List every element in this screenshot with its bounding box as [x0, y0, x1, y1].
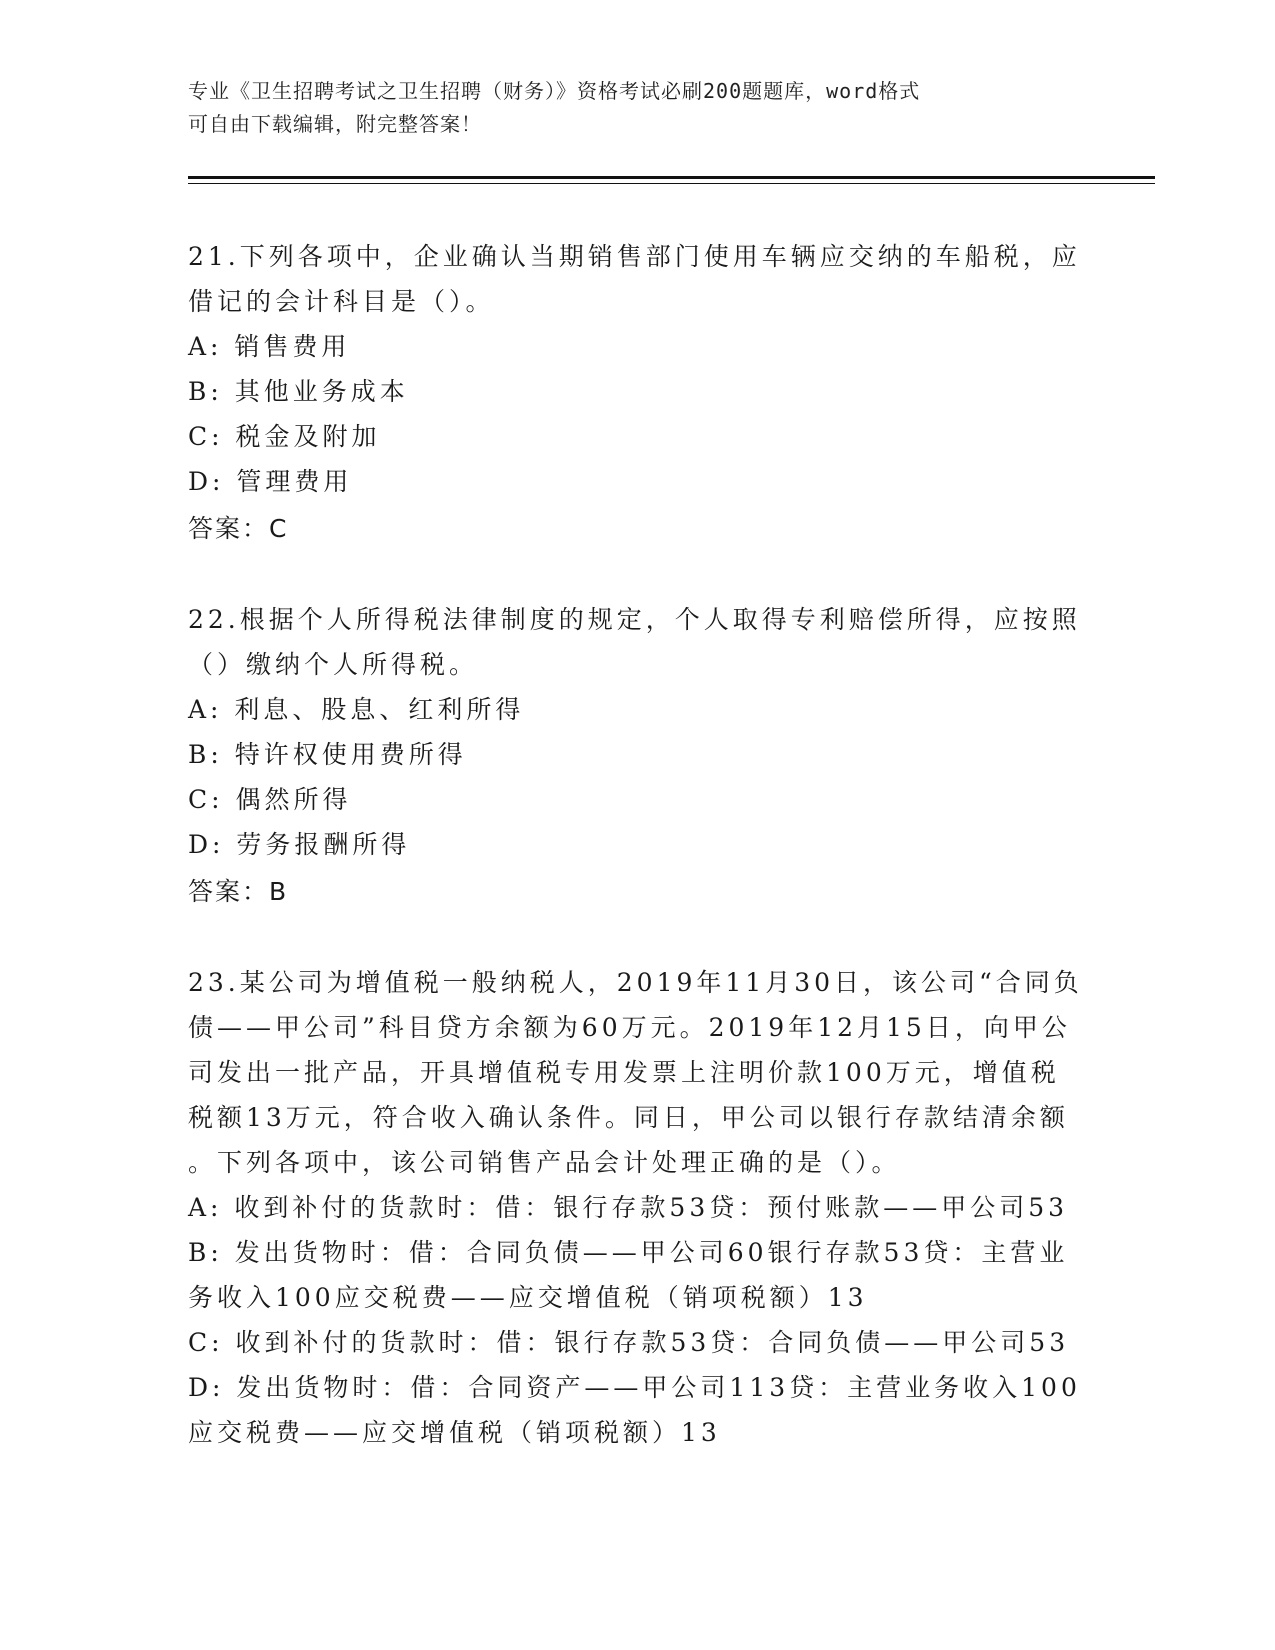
question-stem-line: 23.某公司为增值税一般纳税人，2019年11月30日，该公司“合同负	[188, 968, 1083, 997]
option-d: D: 劳务报酬所得	[188, 830, 411, 859]
option-c: C: 收到补付的货款时：借：银行存款53贷：合同负债——甲公司53	[188, 1328, 1070, 1357]
question-stem-line: 债——甲公司”科目贷方余额为60万元。2019年12月15日，向甲公	[188, 1013, 1071, 1042]
question-stem-line: （）缴纳个人所得税。	[188, 650, 479, 679]
question-22	[188, 597, 1088, 914]
question-stem-line: 税额13万元，符合收入确认条件。同日，甲公司以银行存款结清余额	[188, 1103, 1069, 1132]
option-b: B: 其他业务成本	[188, 377, 409, 406]
header-divider-thin	[188, 183, 1155, 184]
question-stem-line: 22.根据个人所得税法律制度的规定，个人取得专利赔偿所得，应按照	[188, 605, 1081, 634]
header-divider-thick	[188, 176, 1155, 179]
question-stem-line: 。下列各项中，该公司销售产品会计处理正确的是（）。	[188, 1148, 901, 1177]
answer-label: 答案：B	[188, 877, 289, 906]
option-a: A: 销售费用	[188, 332, 351, 361]
question-stem-line: 司发出一批产品，开具增值税专用发票上注明价款100万元，增值税	[188, 1058, 1060, 1087]
question-stem-line: 21.下列各项中，企业确认当期销售部门使用车辆应交纳的车船税，应	[188, 242, 1081, 271]
header-line-1: 专业《卫生招聘考试之卫生招聘（财务）》资格考试必刷200题题库，word格式	[188, 79, 921, 103]
header-line-2: 可自由下载编辑，附完整答案！	[188, 112, 482, 136]
option-a: A: 收到补付的货款时：借：银行存款53贷：预付账款——甲公司53	[188, 1193, 1069, 1222]
option-c: C: 税金及附加	[188, 422, 381, 451]
option-d-continued: 应交税费——应交增值税（销项税额）13	[188, 1418, 721, 1447]
question-23	[188, 960, 1088, 1455]
answer-label: 答案：C	[188, 514, 289, 543]
option-a: A: 利息、股息、红利所得	[188, 695, 525, 724]
option-b: B: 发出货物时：借：合同负债——甲公司60银行存款53贷：主营业	[188, 1238, 1069, 1267]
question-stem-line: 借记的会计科目是（）。	[188, 287, 495, 316]
option-c: C: 偶然所得	[188, 785, 352, 814]
option-b-continued: 务收入100应交税费——应交增值税（销项税额）13	[188, 1283, 868, 1312]
question-21	[188, 234, 1088, 551]
document-header	[188, 75, 1068, 141]
option-d: D: 管理费用	[188, 467, 353, 496]
option-b: B: 特许权使用费所得	[188, 740, 467, 769]
option-d: D: 发出货物时：借：合同资产——甲公司113贷：主营业务收入100	[188, 1373, 1081, 1402]
